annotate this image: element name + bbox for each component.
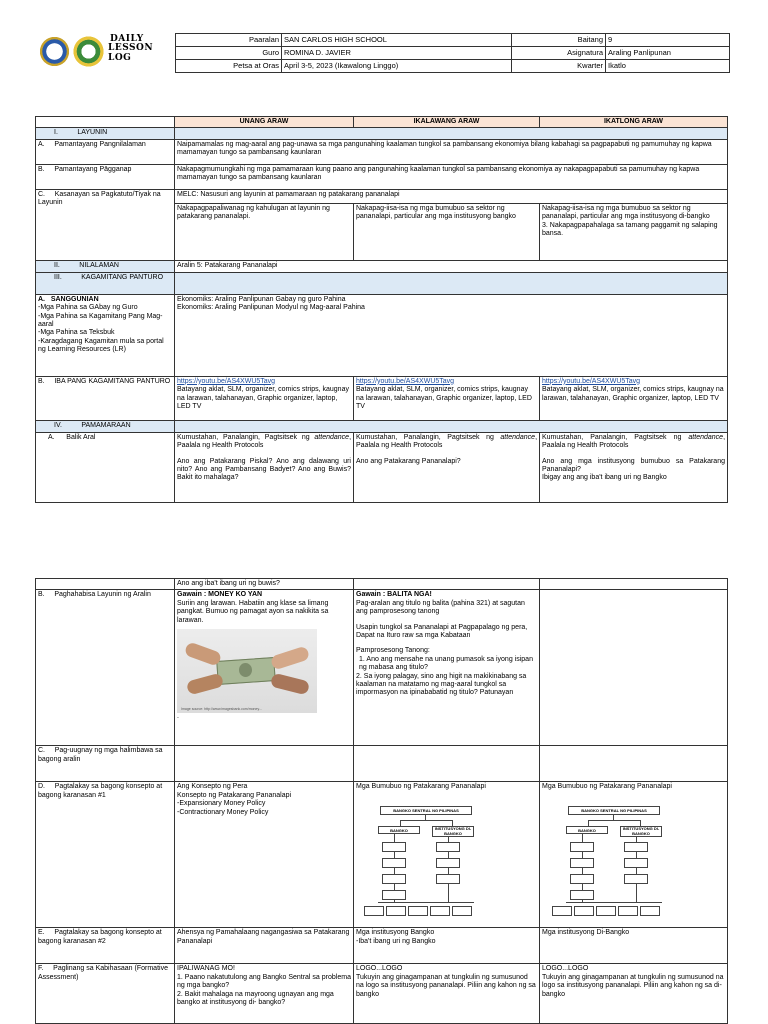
header-label: Kwarter: [512, 60, 606, 73]
header-value: ROMINA D. JAVIER: [282, 47, 512, 60]
day-header-1: UNANG ARAW: [175, 117, 354, 128]
blank-box: [570, 842, 594, 852]
nilalaman-row: [36, 260, 728, 272]
layunin-row: [36, 128, 728, 139]
org-chart-bangko: [364, 800, 494, 920]
blank-box: [624, 874, 648, 884]
blank-box: [570, 858, 594, 868]
blank-box: [436, 858, 460, 868]
school-seal: [72, 35, 105, 68]
day3-content: Mga institusyong Di-Bangko: [540, 928, 728, 964]
kagamitang-row: [36, 272, 728, 294]
section-heading: IV. PAMAMARAAN: [36, 420, 175, 432]
row-label: C. Pag-uugnay ng mga halimbawa sa bagong aralin: [36, 746, 175, 782]
header-value: Araling Panlipunan: [606, 47, 730, 60]
header-table: [175, 33, 730, 73]
bangko-box: BANGKO: [378, 826, 420, 834]
header-value: Ikatlo: [606, 60, 730, 73]
row-label: D. Pagtalakay sa bagong konsepto at bagong karanasan #1: [36, 782, 175, 928]
pamantayang-pangnilalaman-row: [36, 139, 728, 164]
row-label: B. Pamantayang Pāgganap: [36, 164, 175, 189]
di-bangko-box: INSTITUSYONG DI-BANGKO: [432, 826, 474, 837]
header-label: Guro: [176, 47, 282, 60]
lesson-table-part1: [35, 116, 728, 503]
bangko-box: BANGKO: [566, 826, 608, 834]
kasanayan-melc-row: [36, 189, 728, 203]
row-label: E. Pagtalakay sa bagong konsepto at bagong karanasan #2: [36, 928, 175, 964]
continued-row: [36, 579, 728, 590]
blank-box: [552, 906, 572, 916]
section-heading: III. KAGAMITANG PANTURO: [36, 272, 175, 294]
blank-box: [430, 906, 450, 916]
video-link[interactable]: https://youtu.be/AS4XWU5Tavg: [177, 377, 276, 385]
bsp-box: BANGKO SENTRAL NG PILIPINAS: [568, 806, 660, 815]
nilalaman-text: Aralin 5: Patakarang Pananalapi: [175, 260, 728, 272]
blank-box: [382, 874, 406, 884]
di-bangko-box: INSTITUSYONG DI-BANGKO: [620, 826, 662, 837]
row-label: B. Paghahabisa Layunin ng Aralin: [36, 590, 175, 746]
blank-box: [364, 906, 384, 916]
blank-box: [382, 842, 406, 852]
blank-box: [596, 906, 616, 916]
pagtalakay-2-row: [36, 928, 728, 964]
blank-box: [570, 890, 594, 900]
blank-box: [382, 858, 406, 868]
day3-objective: Nakapag-iisa-isa ng mga bumubuo sa sektor ng pananalapi, particular ang mga institusyong di-bangko 3. Nakapagpapahalaga sa tamang paggamit ng salaping bansa.: [540, 203, 728, 260]
blank-box: [408, 906, 428, 916]
melc-text: MELC: Nasusuri ang layunin at pamamaraan ng patakarang pananalapi: [175, 189, 728, 203]
header-value: SAN CARLOS HIGH SCHOOL: [282, 34, 512, 47]
pagtalakay-1-row: D. Pagtalakay sa bagong konsepto at bagong karanasan #1 Ang Konsepto ng Pera Konsepto ng Patakarang Pananalapi -Expansionary Money Policy -Contractionary Money Policy Mga Bumubuo ng Patakarang Pananalapi BANGKO SENTRAL NG PILIPINAS BANGKO INSTITUSYONG DI-BANGKO Mga Bumubuo ng Patakarang Pananalapi BANGKO SENTRAL NG PILIPINAS BANGKO INSTITUSYONG DI-BANGKO: [36, 782, 728, 928]
row-label: A. Balik Aral: [36, 432, 175, 502]
blank-box: [382, 890, 406, 900]
blank-box: [618, 906, 638, 916]
day1-objective: Nakapagpapaliwanag ng kahulugan at layunin ng patakarang pananalapi.: [175, 203, 354, 260]
video-link[interactable]: https://youtu.be/AS4XWU5Tavg: [542, 377, 641, 385]
header-row: [176, 60, 730, 73]
day2-content: Mga institusyong Bangko -Iba't ibang uri ng Bangko: [354, 928, 540, 964]
row-label: B. IBA PANG KAGAMITANG PANTURO: [36, 376, 175, 420]
day1-content: Ang Konsepto ng Pera Konsepto ng Patakarang Pananalapi -Expansionary Money Policy -Contractionary Money Policy: [175, 782, 354, 928]
header-label: Paaralan: [176, 34, 282, 47]
row-text: Nakapagmumungkahi ng mga pamamaraan kung paano ang pangunahing kaalaman tungkol sa pambansang ekonomiya ay nakapagpapabuti sa pamumuhay ng kapwa mamamayan tungo sa pambansang kaunlaran: [175, 164, 728, 189]
org-chart-di-bangko: [552, 800, 682, 920]
deped-seal: [38, 35, 71, 68]
day2-objective: Nakapag-iisa-isa ng mga bumubuo sa sektor ng pananalapi, particular ang mga institusyong bangko: [354, 203, 540, 260]
header-value: April 3-5, 2023 (Ikawalong Linggo): [282, 60, 512, 73]
hand: [184, 641, 223, 666]
hand: [270, 645, 310, 670]
bsp-box: BANGKO SENTRAL NG PILIPINAS: [380, 806, 472, 815]
sanggunian-text: Ekonomiks: Araling Panlipunan Gabay ng guro Pahina Ekonomiks: Araling Panlipunan Modyul ng Mag-aaral Pahina: [175, 294, 728, 376]
blank-box: [624, 842, 648, 852]
day3-content: LOGO...LOGO Tukuyin ang ginagampanan at tungkulin ng sumusunod na logo sa institusyong pananalapi. Piliin ang kahon ng sa di-bangko: [540, 964, 728, 1024]
blank-box: [640, 906, 660, 916]
blank-box: [436, 842, 460, 852]
header-label: Baitang: [512, 34, 606, 47]
day-header-2: IKALAWANG ARAW: [354, 117, 540, 128]
day2-content: LOGO...LOGO Tukuyin ang ginagampanan at tungkulin ng sumusunod na logo sa institusyong pananalapi. Piliin ang kahon ng sa bangko: [354, 964, 540, 1024]
day1-content: IPALIWANAG MO! 1. Paano nakatutulong ang Bangko Sentral sa problema ng mga bangko? 2. Bakit mahalaga na mayroong ugnayan ang mga bangko at institusyong di- bangko?: [175, 964, 354, 1024]
video-link[interactable]: https://youtu.be/AS4XWU5Tavg: [356, 377, 455, 385]
blank-box: [386, 906, 406, 916]
sanggunian-row: [36, 294, 728, 376]
pamantayang-pagganap-row: [36, 164, 728, 189]
header-row: [176, 34, 730, 47]
paghahabisa-row: B. Paghahabisa Layunin ng Aralin Gawain : MONEY KO YAN Suriin ang larawan. Habatiin ang klase sa limang pangkat. Bumuo ng pamagat ayon sa nakikita sa larawan. Image source: http://www.imagesbank.com/money... . Gawain : BALITA NGA! Pag-aralan ang titulo ng balita (pahina 321) at sagutan ang pamprosesong tanong Usapin tungkol sa Pananalapi at Pagpapalago ng pera, Dapat na Ituro raw sa mga Kabataan Pamprosesong Tanong: 1. Ano ang mensahe na unang pumasok sa iyong isipan ng mabasa ang titulo? 2. Sa iyong palagay, sino ang higit na makikinabang sa kaalaman na matatamo ng mag-aaral tungkol sa impormasyon na ipinababatid ng titulo? Patunayan: [36, 590, 728, 746]
blank-box: [436, 874, 460, 884]
header-label: Asignatura: [512, 47, 606, 60]
row-label: F. Paglinang sa Kabihasaan (Formative Assessment): [36, 964, 175, 1024]
pamamaraan-row: [36, 420, 728, 432]
balik-aral-row: A. Balik Aral Kumustahan, Panalangin, Pagtsitsek ng attendance, Paalala ng Health Protocols Ano ang Patakarang Piskal? Ano ang dalawang uri nito? Ano ang Pambansang Badyet? Ano ang Buwis? Bakit ito mahalaga? Kumustahan, Panalangin, Pagtsitsek ng attendance, Paalala ng Health Protocols Ano ang Patakarang Pananalapi? Kumustahan, Panalangin, Pagtsitsek ng attendance, Paalala ng Health Protocols Ano ang mga institusyong bumubuo sa Patakarang Pananalapi? Ibigay ang ang iba't ibang uri ng Bangko: [36, 432, 728, 502]
paglinang-row: [36, 964, 728, 1024]
sanggunian-label: A. SANGGUNIAN -Mga Pahina sa GAbay ng Guro -Mga Pahina sa Kagamitang Pang Mag-aaral -Mga Pahina sa Teksbuk -Karagdagang Kagamitan mula sa portal ng Learning Resources (LR): [36, 294, 175, 376]
blank-box: [452, 906, 472, 916]
row-label: C. Kasanayan sa Pagkatuto/Tiyak na Layunin: [36, 189, 175, 260]
header-row: [176, 47, 730, 60]
blank-box: [624, 858, 648, 868]
hand: [270, 673, 310, 696]
section-heading: II. NILALAMAN: [36, 260, 175, 272]
day-header-3: IKATLONG ARAW: [540, 117, 728, 128]
pag-uugnay-row: [36, 746, 728, 782]
row-text: Ano ang iba't ibang uri ng buwis?: [175, 579, 354, 590]
lesson-table-part2: [35, 578, 728, 1024]
days-header-row: [36, 117, 728, 128]
row-text: Naipamamalas ng mag-aaral ang pag-unawa sa mga pangunahing kaalaman tungkol sa pambansang ekonomiya bilang kabahagi sa pagpapabuti ng pamumuhay ng kapwa mamamayan tungo sa pambansang kaunlaran: [175, 139, 728, 164]
header-value: 9: [606, 34, 730, 47]
day1-content: Ahensya ng Pamahalaang nagangasiwa sa Patakarang Pananalapi: [175, 928, 354, 964]
blank-box: [570, 874, 594, 884]
header-label: Petsa at Oras: [176, 60, 282, 73]
daily-lesson-log-title: DAILY LESSON LOG: [108, 34, 154, 63]
blank-box: [574, 906, 594, 916]
row-label: A. Pamantayang Pangnilalaman: [36, 139, 175, 164]
money-photo: [177, 629, 317, 713]
image-caption: Image source: http://www.imagesbank.com/money...: [181, 706, 262, 711]
section-heading: I. LAYUNIN: [36, 128, 175, 139]
hand: [186, 673, 224, 696]
iba-pang-kagamitan-row: B. IBA PANG KAGAMITANG PANTURO https://youtu.be/AS4XWU5Tavg Batayang aklat, SLM, organizer, comics strips, kaugnay na larawan, talahanayan, Graphic organizer, laptop, LED TV https://youtu.be/AS4XWU5Tavg Batayang aklat, SLM, organizer, comics strips, kaugnay na larawan, talahanayan, Graphic organizer, laptop, LED TV https://youtu.be/AS4XWU5Tavg Batayang aklat, SLM, organizer, comics strips, kaugnay na larawan, talahanayan, Graphic organizer, laptop, LED TV: [36, 376, 728, 420]
